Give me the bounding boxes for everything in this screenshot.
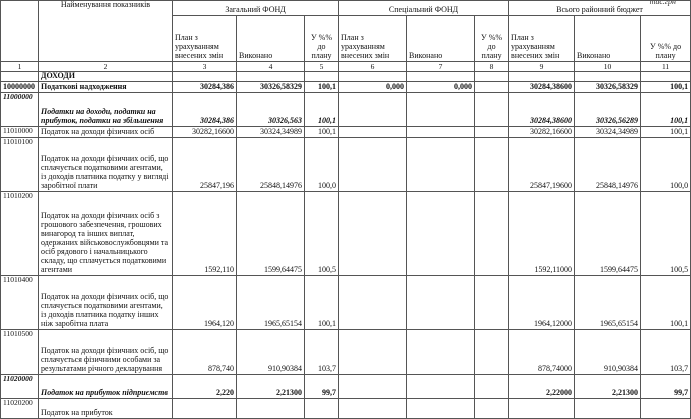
sf-percent-value xyxy=(475,93,509,127)
sf-plan-value xyxy=(339,330,407,375)
gf-executed-value: 910,90384 xyxy=(237,330,305,375)
header-general-fund: Загальний ФОНД xyxy=(173,1,339,16)
column-number: 2 xyxy=(39,62,173,72)
header-total-percent: У %% до плану xyxy=(641,16,691,62)
sf-executed-value xyxy=(407,330,475,375)
table-header-row xyxy=(1,1,691,16)
total-percent-value: 99,7 xyxy=(641,375,691,399)
sf-percent-value xyxy=(475,276,509,330)
column-number: 11 xyxy=(641,62,691,72)
sf-executed-value xyxy=(407,375,475,399)
column-number: 1 xyxy=(1,62,39,72)
table-row xyxy=(1,82,691,93)
table-row xyxy=(1,192,691,276)
sf-executed-value: 0,000 xyxy=(407,82,475,93)
total-executed-value xyxy=(575,399,641,419)
row-name: Податки на доходи, податки на прибуток, податки на збільшення xyxy=(39,93,173,127)
sf-plan-value xyxy=(339,399,407,419)
gf-plan-value: 30282,16600 xyxy=(173,127,237,138)
table-row xyxy=(1,93,691,127)
sf-percent-value xyxy=(475,82,509,93)
sf-plan-value: 0,000 xyxy=(339,82,407,93)
total-plan-value: 30282,16600 xyxy=(509,127,575,138)
total-executed-value: 1599,64475 xyxy=(575,192,641,276)
sf-executed-value xyxy=(407,399,475,419)
row-code: 11010100 xyxy=(1,138,39,192)
total-plan-value: 25847,19600 xyxy=(509,138,575,192)
column-number: 6 xyxy=(339,62,407,72)
gf-plan-value: 30284,386 xyxy=(173,93,237,127)
header-sf-percent: У %% до плану xyxy=(475,16,509,62)
table-row xyxy=(1,375,691,399)
row-code: 11010500 xyxy=(1,330,39,375)
header-sf-plan: План з урахуванням внесених змін xyxy=(339,16,407,62)
column-number: 8 xyxy=(475,62,509,72)
table-row xyxy=(1,276,691,330)
total-executed-value: 25848,14976 xyxy=(575,138,641,192)
gf-percent-value: 100,1 xyxy=(305,276,339,330)
total-plan-value: 2,22000 xyxy=(509,375,575,399)
header-name: Найменування показників xyxy=(39,1,173,62)
sf-percent-value xyxy=(475,330,509,375)
row-name: Податок на доходи фізичних осіб, що сплачується податковими агентами, із доходів платника податку інших ніж заробітна плата xyxy=(39,276,173,330)
row-name: Податкові надходження xyxy=(39,82,173,93)
column-number: 9 xyxy=(509,62,575,72)
total-plan-value: 1592,11000 xyxy=(509,192,575,276)
sf-plan-value xyxy=(339,375,407,399)
row-code: 11020000 xyxy=(1,375,39,399)
row-name: Податок на доходи фізичних осіб, що сплачується фізичними особами за результатами річного декларування xyxy=(39,330,173,375)
gf-percent-value xyxy=(305,399,339,419)
row-code: 11020200 xyxy=(1,399,39,419)
total-plan-value: 878,74000 xyxy=(509,330,575,375)
total-plan-value: 30284,38600 xyxy=(509,82,575,93)
gf-percent-value: 99,7 xyxy=(305,375,339,399)
gf-plan-value: 1592,110 xyxy=(173,192,237,276)
section-code-cell xyxy=(1,72,39,82)
gf-plan-value: 1964,120 xyxy=(173,276,237,330)
gf-executed-value: 2,21300 xyxy=(237,375,305,399)
empty-cell xyxy=(305,72,339,82)
sf-plan-value xyxy=(339,192,407,276)
total-plan-value: 30284,38600 xyxy=(509,93,575,127)
total-percent-value: 100,1 xyxy=(641,82,691,93)
total-executed-value: 2,21300 xyxy=(575,375,641,399)
gf-plan-value: 30284,386 xyxy=(173,82,237,93)
header-code-cell xyxy=(1,1,39,62)
empty-cell xyxy=(475,72,509,82)
column-number: 5 xyxy=(305,62,339,72)
total-executed-value: 30326,56289 xyxy=(575,93,641,127)
total-percent-value: 100,1 xyxy=(641,93,691,127)
sf-executed-value xyxy=(407,276,475,330)
row-name: Податок на доходи фізичних осіб, що сплачується податковими агентами, із доходів платника податку у вигляді заробітної плати xyxy=(39,138,173,192)
sf-plan-value xyxy=(339,276,407,330)
empty-cell xyxy=(237,72,305,82)
table-row xyxy=(1,399,691,419)
gf-executed-value: 25848,14976 xyxy=(237,138,305,192)
row-code: 11010200 xyxy=(1,192,39,276)
header-gf-percent: У %% до плану xyxy=(305,16,339,62)
row-code: 11010000 xyxy=(1,127,39,138)
column-number-row xyxy=(1,62,691,72)
gf-executed-value: 30326,563 xyxy=(237,93,305,127)
total-executed-value: 30324,34989 xyxy=(575,127,641,138)
header-sf-executed: Виконано xyxy=(407,16,475,62)
empty-cell xyxy=(575,72,641,82)
row-name: Податок на доходи фізичних осіб з грошового забезпечення, грошових винагород та інших виплат, одержаних військовослужбовцями та осіб рядового і начальницького складу, що сплачується податковими агентами xyxy=(39,192,173,276)
column-number: 4 xyxy=(237,62,305,72)
total-plan-value: 1964,12000 xyxy=(509,276,575,330)
sf-percent-value xyxy=(475,138,509,192)
row-name: Податок на прибуток підприємств xyxy=(39,375,173,399)
units-note: тис.грн xyxy=(649,0,676,6)
sf-plan-value xyxy=(339,127,407,138)
gf-plan-value xyxy=(173,399,237,419)
header-total-executed: Виконано xyxy=(575,16,641,62)
sf-executed-value xyxy=(407,138,475,192)
header-gf-executed: Виконано xyxy=(237,16,305,62)
header-gf-plan: План з урахуванням внесених змін xyxy=(173,16,237,62)
gf-executed-value: 30326,58329 xyxy=(237,82,305,93)
total-plan-value xyxy=(509,399,575,419)
gf-plan-value: 25847,196 xyxy=(173,138,237,192)
sf-percent-value xyxy=(475,192,509,276)
sf-plan-value xyxy=(339,93,407,127)
sf-percent-value xyxy=(475,375,509,399)
gf-executed-value: 30324,34989 xyxy=(237,127,305,138)
total-executed-value: 910,90384 xyxy=(575,330,641,375)
row-name: Податок на прибуток xyxy=(39,399,173,419)
gf-percent-value: 103,7 xyxy=(305,330,339,375)
empty-cell xyxy=(173,72,237,82)
total-percent-value: 103,7 xyxy=(641,330,691,375)
sf-executed-value xyxy=(407,93,475,127)
gf-percent-value: 100,0 xyxy=(305,138,339,192)
row-code: 11010400 xyxy=(1,276,39,330)
row-code: 11000000 xyxy=(1,93,39,127)
total-percent-value: 100,1 xyxy=(641,127,691,138)
column-number: 10 xyxy=(575,62,641,72)
sf-executed-value xyxy=(407,127,475,138)
gf-executed-value xyxy=(237,399,305,419)
empty-cell xyxy=(407,72,475,82)
gf-executed-value: 1599,64475 xyxy=(237,192,305,276)
column-number: 7 xyxy=(407,62,475,72)
gf-plan-value: 878,740 xyxy=(173,330,237,375)
sf-executed-value xyxy=(407,192,475,276)
gf-percent-value: 100,5 xyxy=(305,192,339,276)
empty-cell xyxy=(339,72,407,82)
sf-plan-value xyxy=(339,138,407,192)
total-percent-value xyxy=(641,399,691,419)
total-percent-value: 100,0 xyxy=(641,138,691,192)
sf-percent-value xyxy=(475,127,509,138)
table-row xyxy=(1,138,691,192)
column-number: 3 xyxy=(173,62,237,72)
row-name: Податок на доходи фізичних осіб xyxy=(39,127,173,138)
gf-plan-value: 2,220 xyxy=(173,375,237,399)
table-row xyxy=(1,127,691,138)
header-total-plan: План з урахуванням внесених змін xyxy=(509,16,575,62)
empty-cell xyxy=(509,72,575,82)
gf-percent-value: 100,1 xyxy=(305,127,339,138)
total-executed-value: 30326,58329 xyxy=(575,82,641,93)
total-percent-value: 100,5 xyxy=(641,192,691,276)
total-percent-value: 100,1 xyxy=(641,276,691,330)
gf-percent-value: 100,1 xyxy=(305,82,339,93)
table-row xyxy=(1,330,691,375)
gf-executed-value: 1965,65154 xyxy=(237,276,305,330)
total-executed-value: 1965,65154 xyxy=(575,276,641,330)
section-row xyxy=(1,72,691,82)
gf-percent-value: 100,1 xyxy=(305,93,339,127)
row-code: 10000000 xyxy=(1,82,39,93)
header-special-fund: Спеціальний ФОНД xyxy=(339,1,509,16)
sf-percent-value xyxy=(475,399,509,419)
section-title: ДОХОДИ xyxy=(39,72,173,82)
header-total-budget: Всього районний бюджет xyxy=(509,1,691,16)
empty-cell xyxy=(641,72,691,82)
